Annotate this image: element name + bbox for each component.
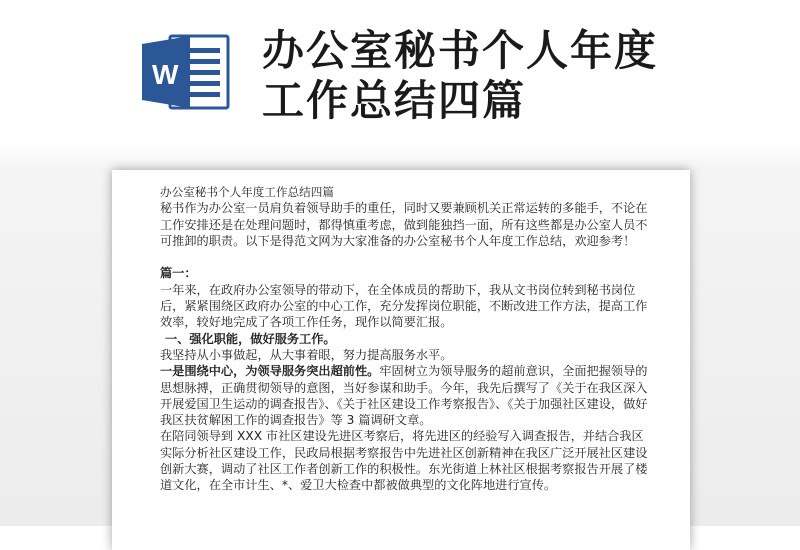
point-bold-lead: 一是围绕中心，为领导服务突出超前性。 xyxy=(160,364,380,379)
section-heading: 篇一： xyxy=(160,266,197,281)
page-title xyxy=(262,26,782,126)
point-paragraph xyxy=(160,363,650,428)
blank-line xyxy=(160,249,650,265)
header-banner xyxy=(0,0,800,160)
item-subtext: 我坚持从小事做起，从大事着眼，努力提高服务水平。 xyxy=(160,347,453,362)
document-page xyxy=(112,170,690,550)
item-heading: 一、强化职能，做好服务工作。 xyxy=(165,331,336,346)
section-paragraph: 一年来，在政府办公室领导的带动下，在全体成员的帮助下，我从文书岗位转到秘书岗位后，紧紧围绕区政府办公室的中心工作，充分发挥岗位职能，不断改进工作方法，提高工作效率，较好地完成了各项工作任务，现作以简要汇报。 xyxy=(160,282,648,330)
word-document-icon xyxy=(140,32,232,112)
point-text: 牢固树立为领导服务的超前意识，全面把握领导的思想脉搏，正确贯彻领导的意图，当好参谋和助手。今年，我先后撰写了《关于在我区深入开展爱国卫生运动的调查报告》、《关于社区建设工作考察报告》、《关于加强社区建设，做好我区扶贫解困工作的调查报告》等 3 篇调研文章。 xyxy=(160,364,648,428)
document-body xyxy=(160,184,650,494)
intro-paragraph: 秘书作为办公室一员肩负着领导助手的重任，同时又要兼顾机关正常运转的多能手，不论在工作安排还是在处理问题时，都得慎重考虑，做到能独挡一面，所有这些都是办公室人员不可推卸的职责。以下是得范文网为大家准备的办公室秘书个人年度工作总结，欢迎参考！ xyxy=(160,201,648,248)
closing-paragraph: 在陪同领导到 XXX 市社区建设先进区考察后，将先进区的经验写入调查报告，并结合我区实际分析社区建设工作，民政局根据考察报告中先进社区创新精神在我区广泛开展社区建设创新大赛，调动了社区工作者创新工作的积极性。东光街道上林社区根据考察报告开展了楼道文化，在全市计生、*、爱卫大检查中都被做典型的文化阵地进行宣传。 xyxy=(160,429,648,493)
word-icon-letter: W xyxy=(152,59,179,90)
title-line-2: 工作总结四篇 xyxy=(262,76,527,125)
document-title: 办公室秘书个人年度工作总结四篇 xyxy=(160,185,334,199)
title-line-1: 办公室秘书个人年度 xyxy=(262,26,659,75)
